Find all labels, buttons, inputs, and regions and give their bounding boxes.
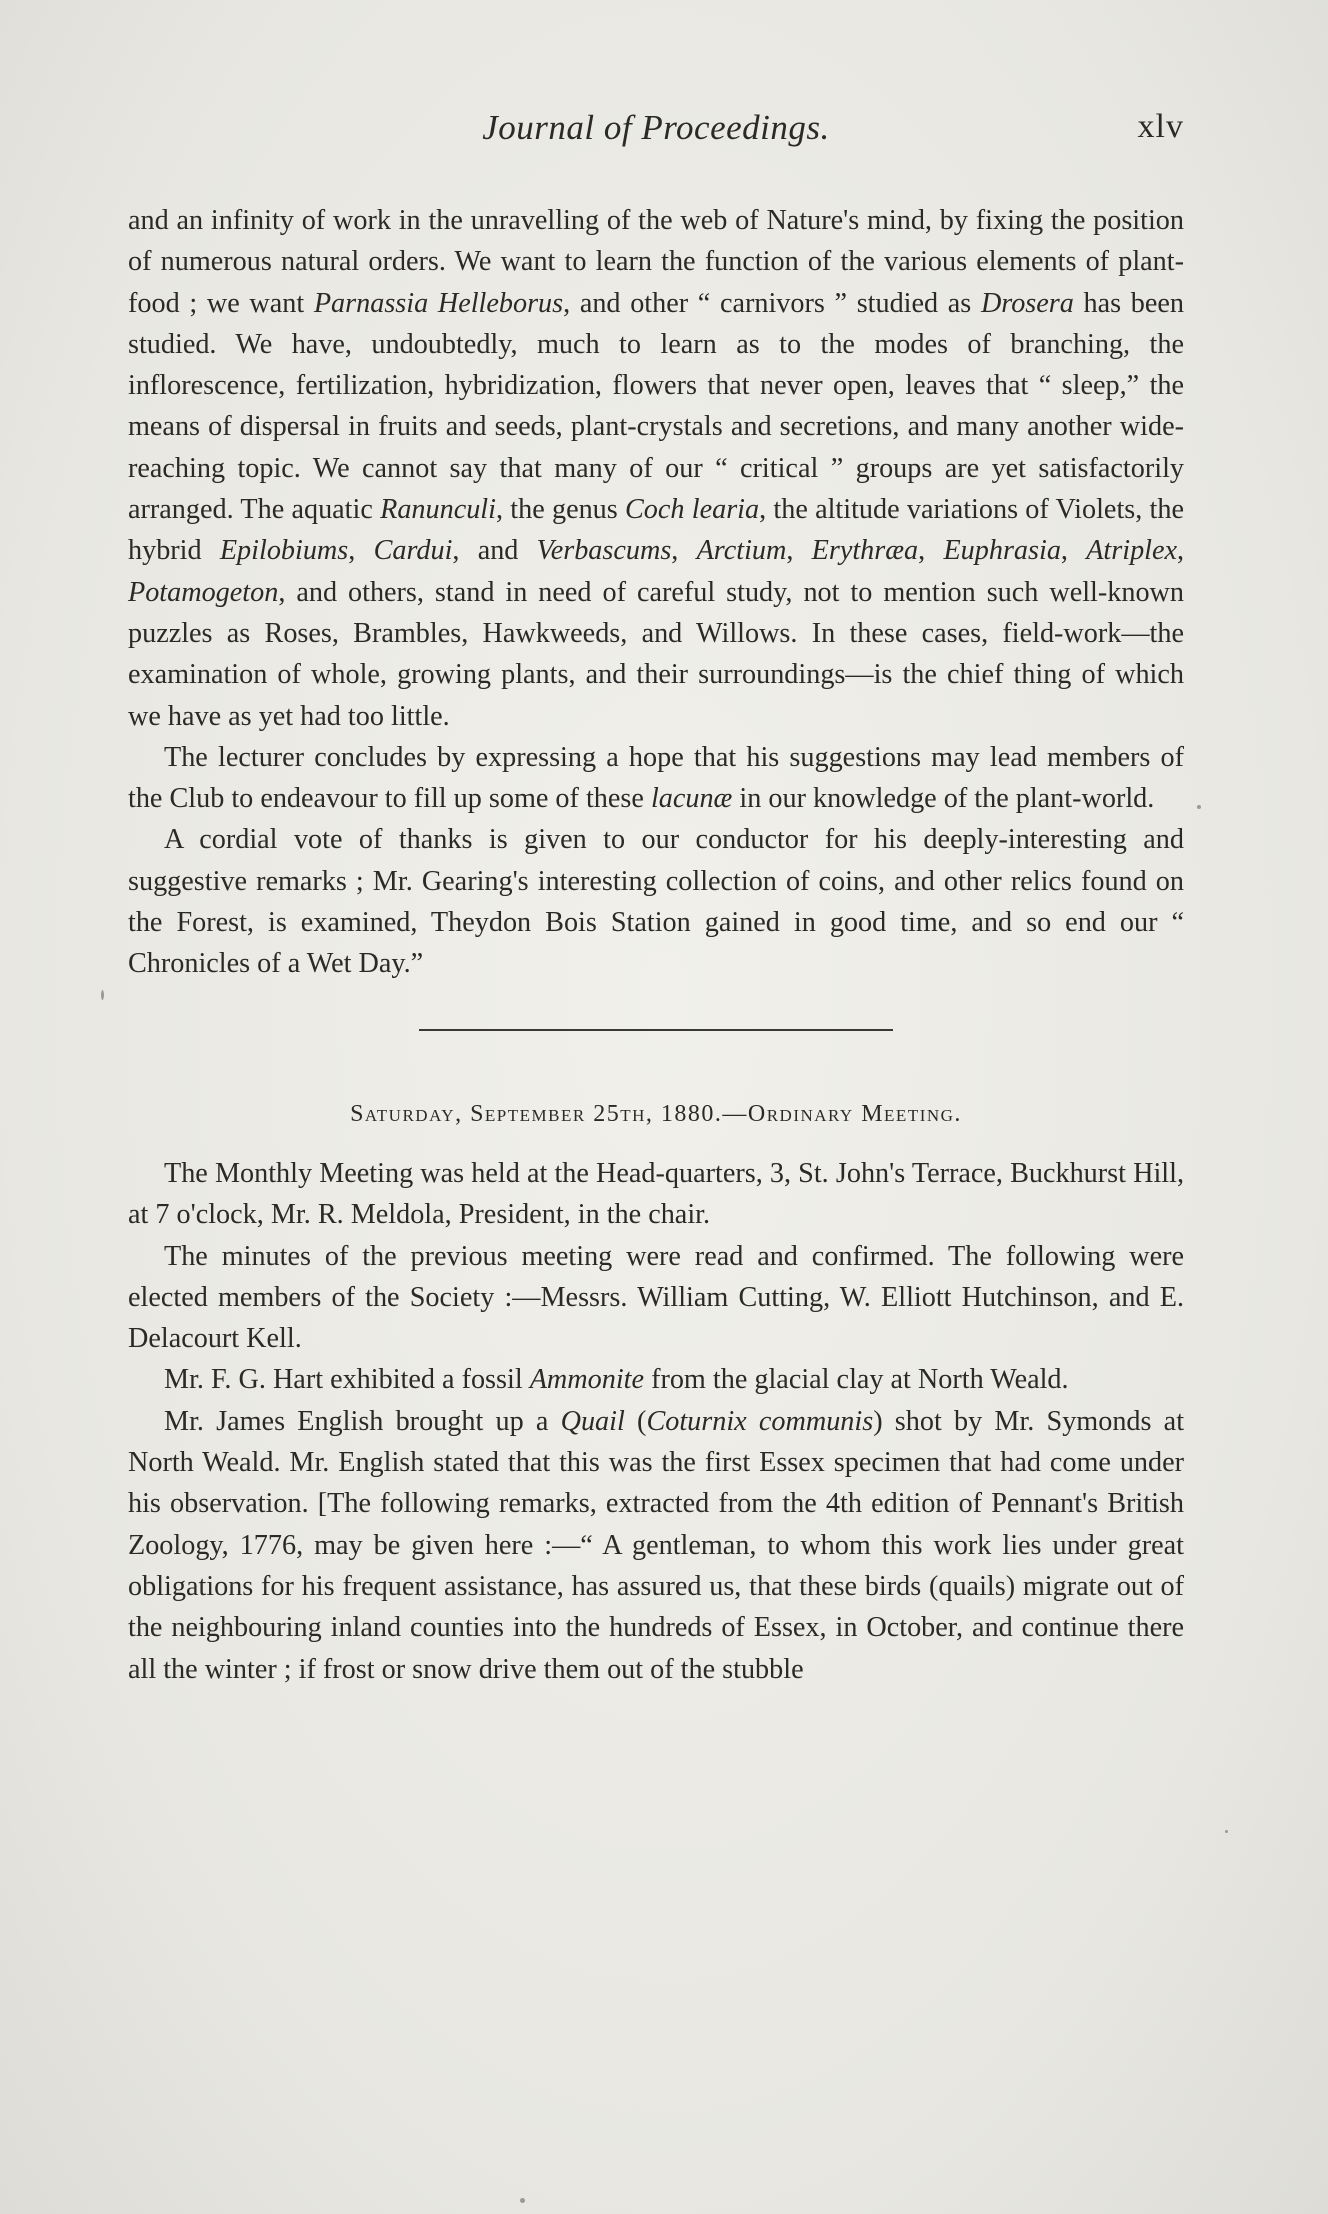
text-run: The minutes of the previous meeting were read and confirmed. The following were elected members of the Society :—Messrs. William Cutting, W. Elliott Hutchinson, and E. Delacourt Kell.: [128, 1240, 1184, 1355]
italic-text: Ammonite: [529, 1364, 645, 1396]
paragraph: [128, 1359, 1184, 1400]
text-run: and an infinity of work in the unravelling of the web of Nature's mind, by fixing the position of numerous natural orders. We want to learn the function of the various elements of plant-food ; we want: [128, 205, 1184, 319]
italic-text: Arctium: [696, 535, 787, 567]
text-run: Mr. F. G. Hart exhibited a fossil: [164, 1364, 530, 1396]
italic-text: Ranunculi: [380, 494, 496, 526]
text-run: ,: [1060, 535, 1087, 567]
italic-text: Potamogeton: [128, 576, 279, 608]
text-run: , and others, stand in need of careful study, not to mention such well-known puzzles as Roses, Brambles, Hawkweeds, and Willows. In these cases, field-work—the examination of whole, growing plants, and their surroundings—is the chief thing of which we have as yet had too little.: [128, 576, 1184, 732]
italic-text: Drosera: [980, 287, 1074, 319]
text-run: The Monthly Meeting was held at the Head-quarters, 3, St. John's Terrace, Buckhurst Hill, at 7 o'clock, Mr. R. Meldola, President, in the chair.: [128, 1157, 1184, 1231]
text-run: Mr. James English brought up a: [164, 1405, 561, 1437]
text-run: , the genus: [495, 494, 625, 526]
italic-text: Quail: [560, 1405, 625, 1437]
paragraph: [128, 819, 1184, 984]
body-text: [128, 200, 1184, 1690]
italic-text: Cardui: [373, 535, 453, 567]
text-run: ,: [1177, 535, 1185, 567]
text-run: , the altitude variations of Violets, the hybrid: [128, 494, 1184, 567]
text-run: (: [624, 1405, 647, 1437]
italic-text: Parnassia Helleborus: [313, 287, 564, 319]
section-divider: [419, 1029, 893, 1031]
page-header: [128, 108, 1184, 158]
text-run: The lecturer concludes by expressing a hope that his suggestions may lead members of the Club to endeavour to fill up some of these: [128, 741, 1184, 815]
italic-text: Atriplex: [1086, 535, 1178, 567]
text-run: ,: [671, 535, 697, 567]
italic-text: Coturnix communis: [646, 1405, 874, 1437]
text-run: A cordial vote of thanks is given to our conductor for his deeply-interesting and suggestive remarks ; Mr. Gearing's interesting collection of coins, and other relics found on the Forest, is examined, Theydon Bois Station gained in good time, and so end our “ Chronicles of a Wet Day.”: [128, 824, 1184, 980]
text-run: ,: [786, 535, 812, 567]
text-run: , and other “ carnivors ” studied as: [563, 287, 981, 319]
page-number: xlv: [1137, 108, 1184, 145]
paragraph: [128, 200, 1184, 737]
paragraph: [128, 737, 1184, 820]
paragraph: [128, 1401, 1184, 1690]
text-run: ) shot by Mr. Symonds at North Weald. Mr. English stated that this was the first Essex specimen that had come under his observation. [The following remarks, extracted from the 4th edition of Pennant's British Zoology, 1776, may be given here :—“ A gentleman, to whom this work lies under great obligations for his frequent assistance, has assured us, that these birds (quails) migrate out of the neighbouring inland counties into the hundreds of Essex, in October, and continue there all the winter ; if frost or snow drive them out of the stubble: [128, 1405, 1185, 1685]
paragraph: [128, 1236, 1184, 1360]
italic-text: Coch learia: [625, 494, 760, 526]
italic-text: Verbascums: [536, 535, 672, 567]
lecture-paragraphs: [128, 200, 1184, 985]
text-run: , and: [452, 535, 537, 567]
paragraph: [128, 1153, 1184, 1236]
italic-text: Erythræa: [811, 535, 919, 567]
meeting-paragraphs: [128, 1153, 1184, 1690]
text-run: ,: [918, 535, 944, 567]
text-run: has been studied. We have, undoubtedly, much to learn as to the modes of branching, the inflorescence, fertilization, hybridization, flowers that never open, leaves that “ sleep,” the means of dispersal in fruits and seeds, plant-crystals and secretions, and many another wide-reaching topic. We cannot say that many of our “ critical ” groups are yet satisfactorily arranged. The aquatic: [128, 287, 1184, 526]
section-heading: Saturday, September 25th, 1880.—Ordinary Meeting.: [350, 1100, 962, 1127]
text-run: in our knowledge of the plant-world.: [732, 783, 1155, 815]
italic-text: Euphrasia: [943, 535, 1061, 567]
italic-text: Epilobiums: [219, 535, 349, 567]
running-title: Journal of Proceedings.: [482, 108, 830, 147]
text-run: from the glacial clay at North Weald.: [644, 1364, 1069, 1396]
italic-text: lacunæ: [650, 783, 733, 815]
text-run: ,: [348, 535, 374, 567]
